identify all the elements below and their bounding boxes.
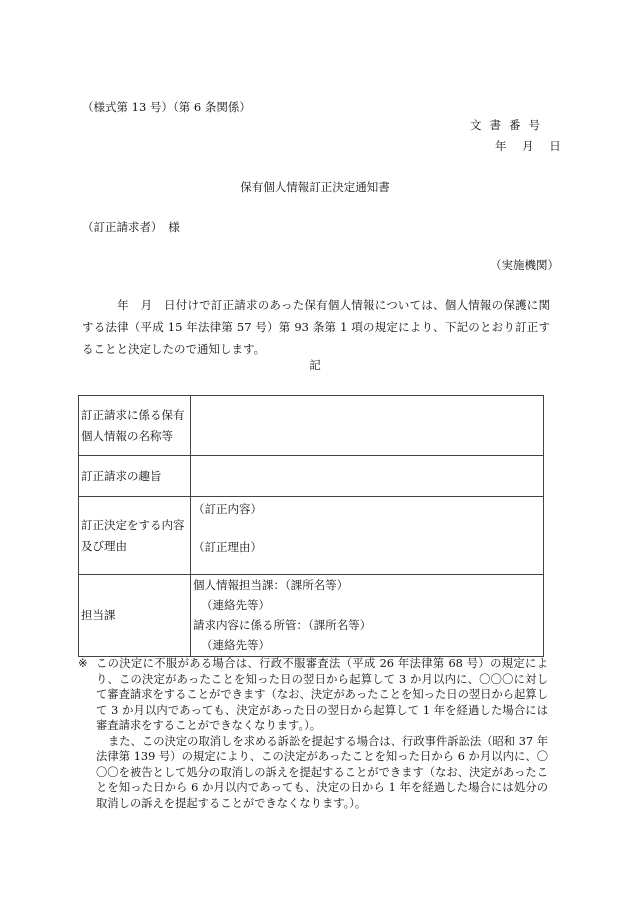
note-lawsuit: また、この決定の取消しを求める訴訟を提起する場合は、行政事件訴訟法（昭和 37 年法律第 139 号）の規定により、この決定があったことを知った日から 6 か月以内に、〇〇〇を被告として処分の取消しの訴えを提起することができます（なお、決定があったことを知った日から 6 か月以内であっても、決定の日から 1 年を経過した場合には処分の取消しの訴えを提起することができなくなります。）。 — [96, 734, 548, 810]
date-label: 年 月 日 — [495, 139, 567, 153]
dept-line: 請求内容に係る所管：（課所名等） — [193, 618, 372, 632]
row-label-info-name: 訂正請求に係る保有個人情報の名称等 — [79, 396, 191, 456]
row-value-info-name — [191, 396, 544, 456]
body-text: 年 月 日付けで訂正請求のあった保有個人情報については、個人情報の保護に関する法律（平成 15 年法律第 57 号）第 93 条第 1 項の規定により、下記のとおり訂正することと決定したので通知します。 — [82, 298, 550, 356]
ki-heading: 記 — [309, 358, 321, 372]
dept-line: 個人情報担当課：（課所名等） — [193, 578, 349, 592]
document-number-label: 文書番号 — [470, 118, 548, 132]
form-number: （様式第 13 号）（第 6 条関係） — [82, 100, 251, 114]
correction-reason-label: （訂正理由） — [193, 540, 262, 554]
table-row — [79, 396, 544, 456]
note-appeal — [78, 656, 548, 734]
note-mark: ※ — [78, 657, 88, 670]
row-value-request-purpose — [191, 456, 544, 497]
row-value-department — [191, 575, 544, 657]
correction-content-label: （訂正内容） — [193, 502, 262, 516]
row-label-decision-content: 訂正決定をする内容及び理由 — [79, 497, 191, 575]
notes — [78, 656, 548, 811]
note-text: この決定に不服がある場合は、行政不服審査法（平成 26 年法律第 68 号）の規定により、この決定があったことを知った日の翌日から起算して 3 か月以内に、〇〇〇に対して審査請求をすることができます（なお、決定があったことを知った日の翌日から起算して 3 か月以内であっても、決定があった日の翌日から起算して 1 年を経過した場合には審査請求をすることができなくなります。）。 — [96, 657, 548, 732]
dept-contact: （連絡先等） — [201, 638, 270, 652]
implementing-agency: （実施機関） — [490, 258, 559, 272]
row-label-request-purpose: 訂正請求の趣旨 — [79, 456, 191, 497]
addressee: （訂正請求者） 様 — [82, 220, 180, 234]
table-row — [79, 575, 544, 657]
document-title: 保有個人情報訂正決定通知書 — [240, 180, 390, 194]
decision-table — [78, 395, 544, 657]
row-label-department: 担当課 — [79, 575, 191, 657]
table-row — [79, 497, 544, 575]
table-row — [79, 456, 544, 497]
dept-contact: （連絡先等） — [201, 598, 270, 612]
row-value-decision-content — [191, 497, 544, 575]
